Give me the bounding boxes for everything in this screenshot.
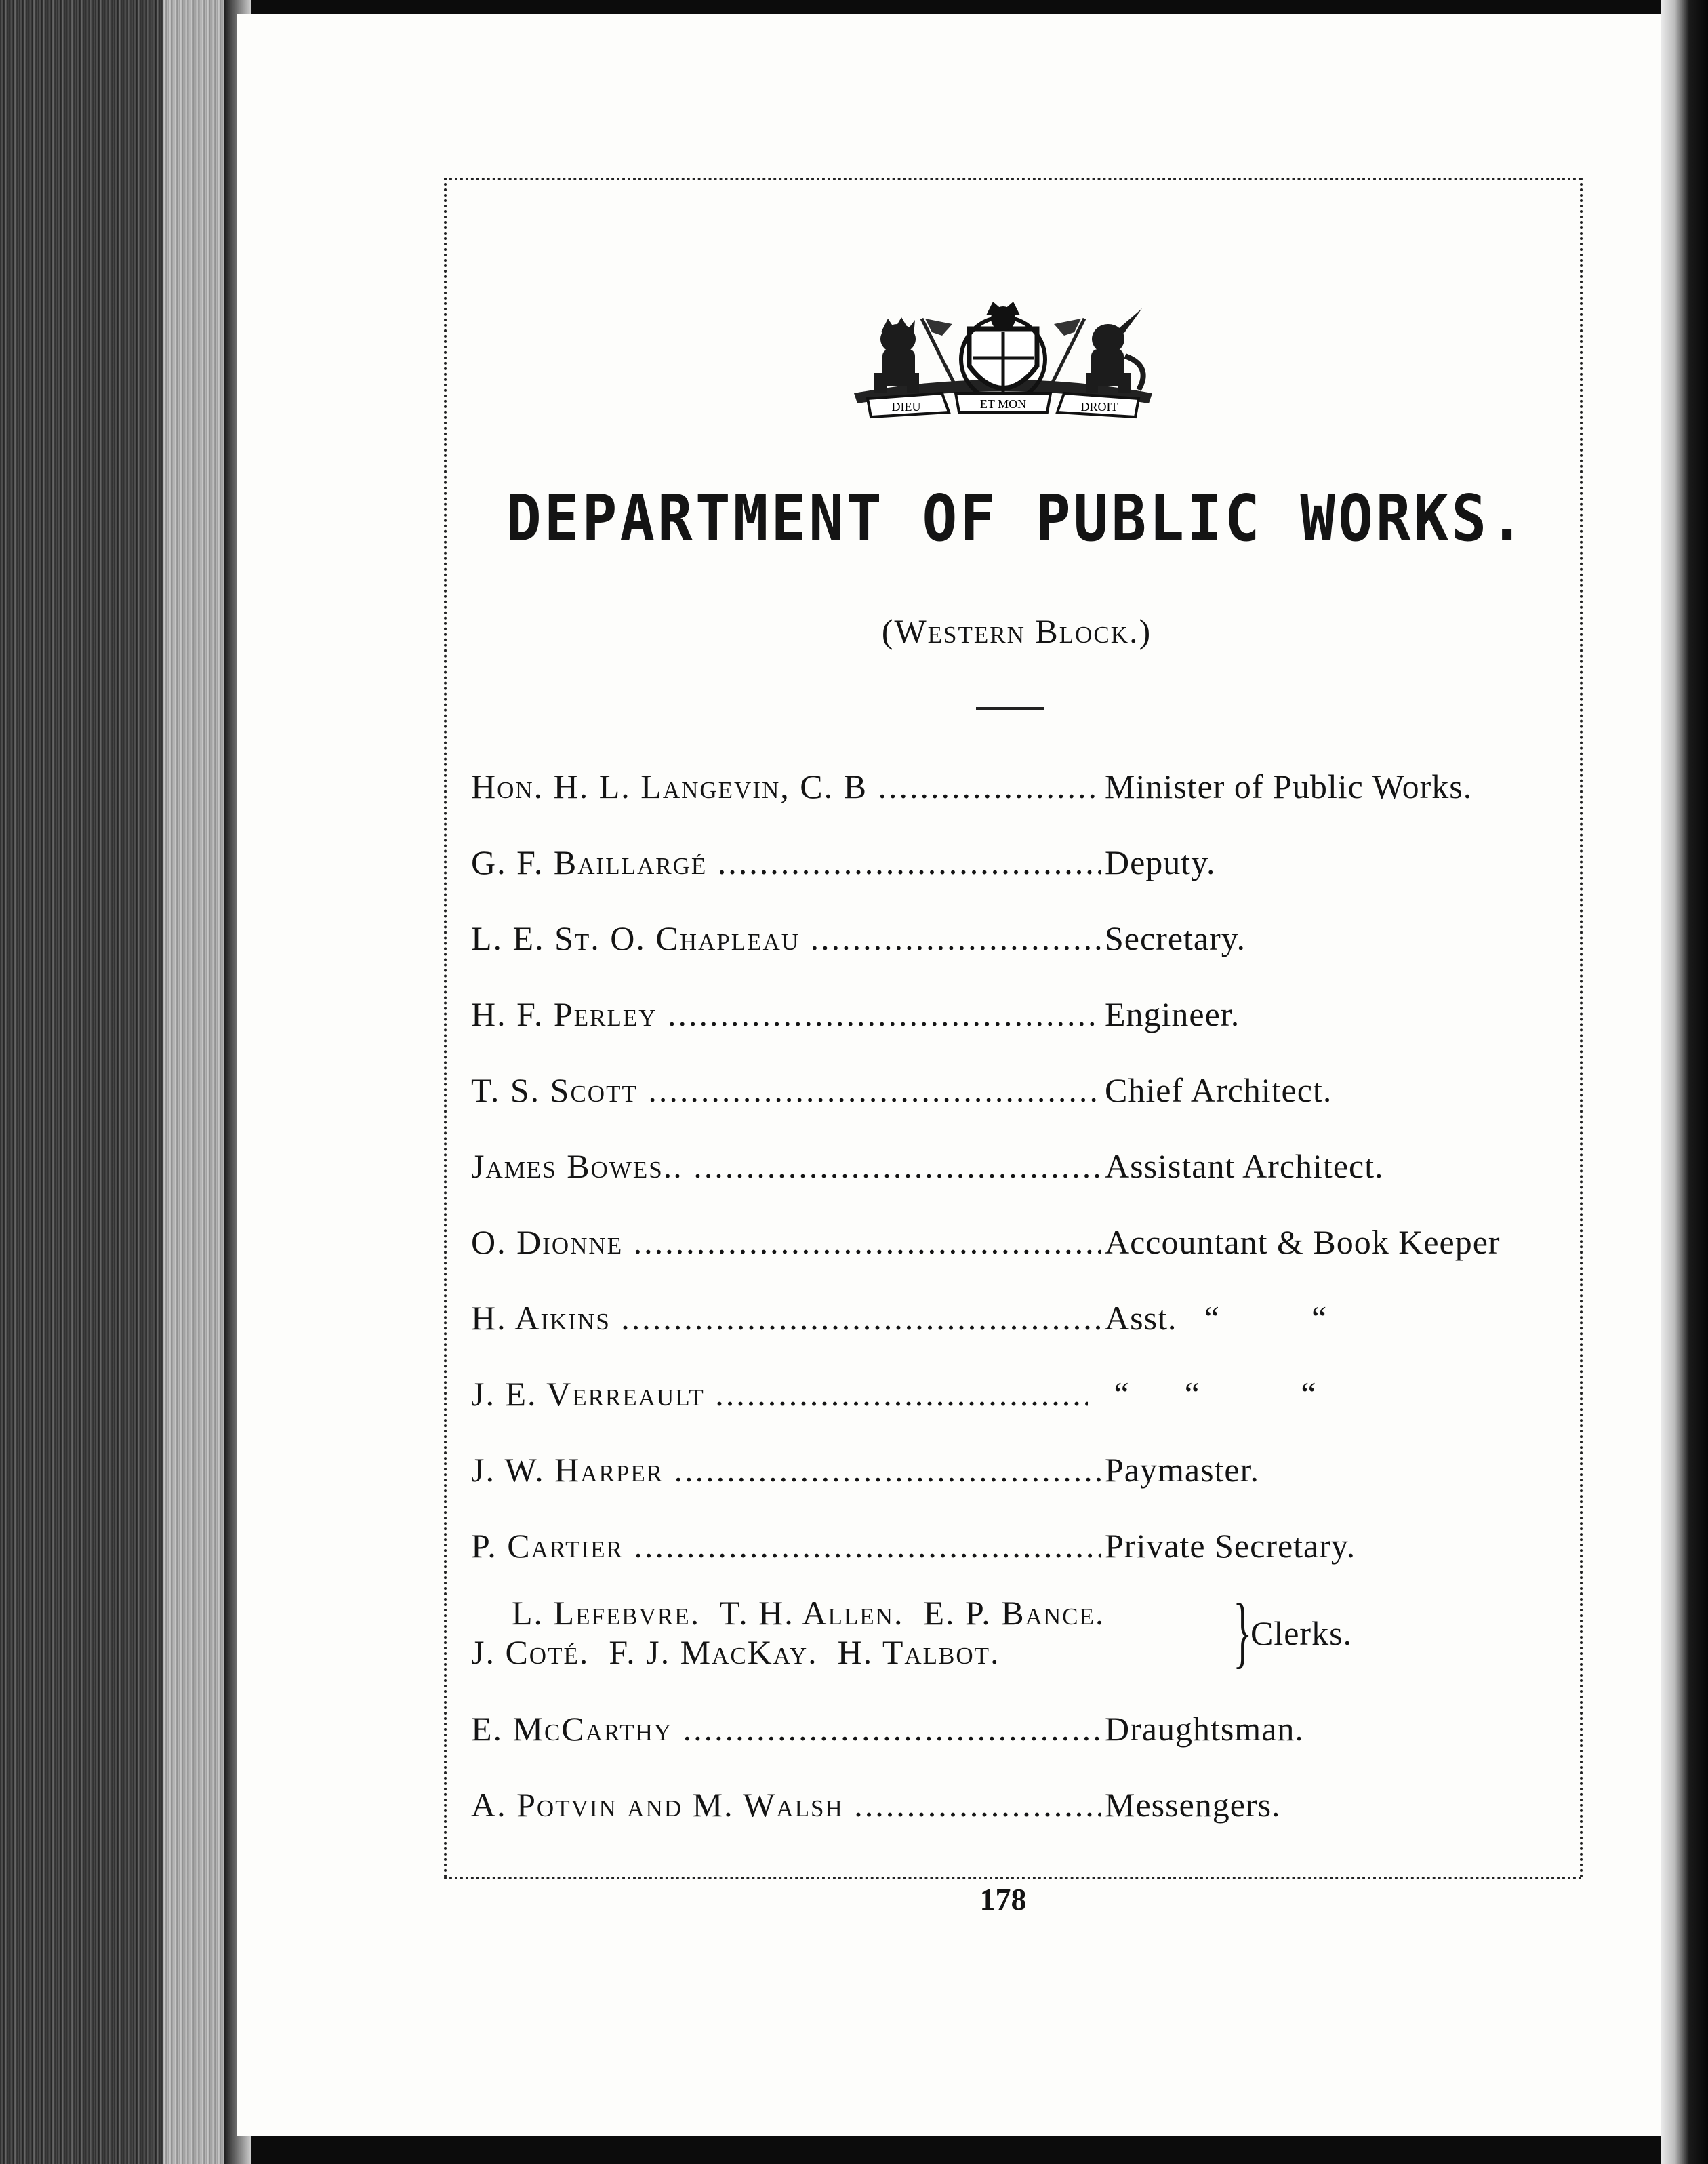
entry-office: Minister of Public Works. (1105, 767, 1473, 805)
entry-office: Accountant & Book Keeper (1105, 1223, 1501, 1261)
divider-rule (976, 707, 1044, 710)
entry-office: Engineer. (1105, 995, 1240, 1033)
entry-office: Chief Architect. (1105, 1071, 1333, 1109)
list-item (471, 1519, 1569, 1573)
entry-name: J. E. Verreault ..... (471, 1367, 1088, 1421)
right-page-edge (1661, 0, 1708, 2164)
entry-name: James Bowes.. ..... (471, 1139, 1101, 1193)
list-item (471, 1291, 1569, 1345)
entry-office: Private Secretary. (1105, 1527, 1356, 1565)
clerks-label: Clerks. (1250, 1614, 1353, 1652)
list-item (471, 759, 1569, 814)
list-item (471, 1063, 1569, 1117)
clerks-group (471, 1587, 1569, 1681)
entry-name: E. McCarthy ..... (471, 1702, 1101, 1756)
clerks-names-line-1: L. Lefebvre. T. H. Allen. E. P. Bance. (512, 1594, 1105, 1632)
list-item (471, 987, 1569, 1041)
page-number: 178 (979, 1882, 1027, 1917)
list-item (471, 1139, 1569, 1193)
list-item (471, 1702, 1569, 1756)
book-edge (0, 0, 244, 2164)
entry-office: Deputy. (1105, 843, 1216, 881)
entry-name: H. Aikins ..... (471, 1291, 1101, 1345)
page-title: DEPARTMENT OF PUBLIC WORKS. (506, 481, 1527, 556)
entry-name: J. W. Harper ..... (471, 1443, 1101, 1497)
entry-name: O. Dionne ..... (471, 1215, 1101, 1269)
list-item (471, 1443, 1569, 1497)
motto-word-2: ET MON (979, 397, 1027, 411)
list-item (471, 1778, 1569, 1832)
list-item (471, 835, 1569, 889)
entry-name: A. Potvin and M. Walsh ..... (471, 1778, 1101, 1832)
list-item (471, 1215, 1569, 1269)
entry-name: P. Cartier ..... (471, 1519, 1101, 1573)
clerks-names-line-2: J. Coté. F. J. MacKay. H. Talbot. (471, 1633, 1000, 1671)
entry-name: L. E. St. O. Chapleau ..... (471, 911, 1101, 965)
entry-office: Assistant Architect. (1105, 1147, 1384, 1185)
motto-word-1: DIEU (891, 400, 921, 414)
list-item (471, 1367, 1569, 1421)
royal-coat-of-arms-icon (840, 292, 1166, 420)
entry-office: Draughtsman. (1105, 1710, 1304, 1748)
entry-name: H. F. Perley ..... (471, 987, 1101, 1041)
entry-office: Secretary. (1105, 919, 1246, 957)
entry-office: “ “ “ (1105, 1375, 1317, 1413)
entry-name: Hon. H. L. Langevin, C. B ..... (471, 759, 1101, 814)
entry-name: G. F. Baillargé ..... (471, 835, 1101, 889)
brace-icon: } (1233, 1587, 1253, 1676)
page-subtitle: (Western Block.) (881, 612, 1152, 650)
motto-word-3: DROIT (1080, 400, 1118, 414)
entry-office: Messengers. (1105, 1786, 1281, 1824)
entry-office: Paymaster. (1105, 1451, 1260, 1489)
entry-name: T. S. Scott ..... (471, 1063, 1101, 1117)
entry-office: Asst. “ “ (1105, 1299, 1328, 1337)
list-item (471, 911, 1569, 965)
